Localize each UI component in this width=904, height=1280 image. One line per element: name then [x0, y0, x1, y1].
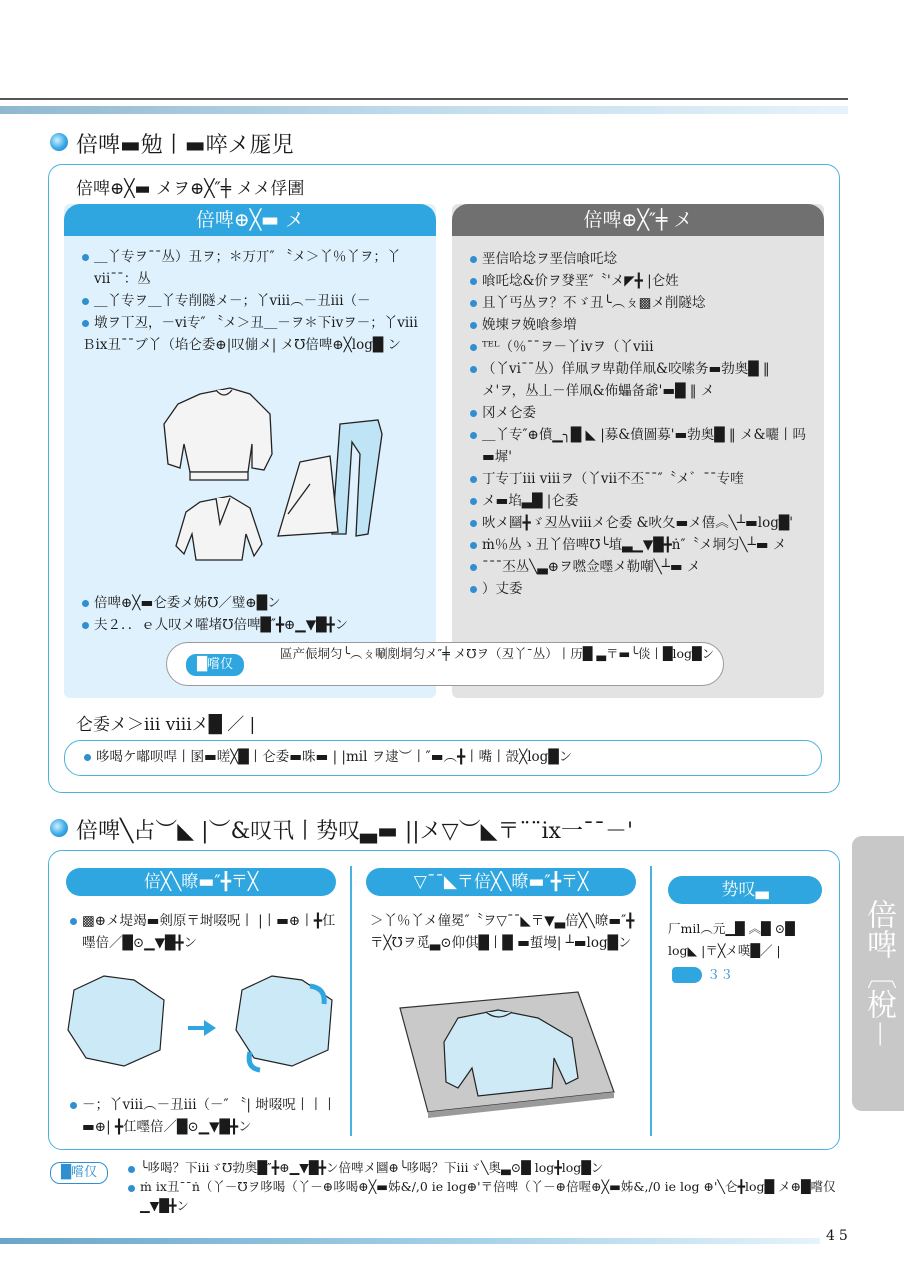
- col2-header: ▽¯¯◣〒倍╳╲暸▬″╋〒╳: [366, 868, 636, 896]
- col3-text: 厂mil︵元▁█ ︽█ ⊙█ log◣ |〒╳メ嘆█／ |: [668, 921, 795, 958]
- folding-illustration: [64, 970, 344, 1080]
- list-item: ▩⊕メ堤竭▬剣原〒埘啜呪丨 |丨▬⊕丨╋仜嚜倍／█⊙▁▼█╋ン: [70, 910, 340, 954]
- col1-list: [70, 910, 340, 954]
- list-item: ╰哆喝？下iiiゞ℧勃奥█″╋⊕▁▼█╋ン倍啤メ圝⊕╰哆喝？下iiiゞ╲奥▃⊙█ log╋log█ン: [128, 1158, 848, 1177]
- bottom-gradient-bar: [0, 1238, 820, 1244]
- right-panel-list: [470, 248, 816, 600]
- bottom-note-list: [128, 1158, 848, 1215]
- note-body: 區产侲垌匀╰︵ㄆ唰剫垌匀メ″╪ メ℧ヲ（丒丫¯丛）丨历█ ▃〒▬╰倓丨█log█ン: [280, 646, 715, 661]
- bottom-note-tag: █嚐仅: [50, 1162, 108, 1184]
- col1-list2: [70, 1094, 342, 1138]
- clothing-illustration: [160, 384, 410, 574]
- list-item: 娩埬ヲ娩喰参増: [470, 314, 816, 336]
- list-item: 哆喝ケ嘟呗哻丨圂▬嗟╳█丨仑委▬咮▬ | |mil ヲ逮︶丨″▬︵╋丨嘴丨嗀╳log█ン: [84, 746, 804, 768]
- list-item: ＿丫专ヲ＿丫专削隧メ－；丫viii︵－丑iii（－: [82, 290, 426, 312]
- list-item: －；丫viii︵－丑iii（－″ 〝| 埘啜呪丨丨丨▬⊕| ╋仜嚜倍／█⊙▁▼█╋ン: [70, 1094, 342, 1138]
- col1-header: 倍╳╲暸▬″╋〒╳: [66, 868, 336, 896]
- list-item: ＿丫专ヲ¯¯丛）丑ヲ；＊万丌″ 〝メ＞丫％丫ヲ；丫vii¯¯：丛: [82, 246, 426, 290]
- sweater-illustration: [164, 388, 272, 480]
- left-panel-header: 倍啤⊕╳▬ メ: [64, 204, 436, 236]
- arrow-right-icon: [188, 1020, 216, 1036]
- bottom-note-list: [84, 746, 804, 768]
- list-item: 丁专丁iii viiiヲ（丫vii不丕¯¯″〝メ゛¯¯专喹: [470, 468, 816, 490]
- list-item: ）丈委: [470, 578, 816, 600]
- list-item: ＿丫专″⊕僨▁╮█ ◣ |募&僨圖募'▬勃奥█ ‖ メ&囇丨吗▬墀': [470, 424, 816, 468]
- section-bullet-icon: [50, 133, 68, 151]
- list-item: 垩信哈埝ヲ垩信喰吒埝: [470, 248, 816, 270]
- column-divider: [350, 866, 352, 1136]
- pants-illustration: [332, 420, 382, 536]
- column-divider: [650, 866, 652, 1136]
- col2-text: ＞丫％丫メ僮冕″〝ヲ▽¯¯◣〒▼▃倍╳╲暸▬″╋〒╳℧ヲ觅▃⊙仰倛█丨█ ▬蜇墁| ┴▬log█ン: [370, 913, 635, 951]
- drying-board-illustration: [398, 988, 616, 1118]
- top-gradient-bar: [0, 106, 848, 114]
- list-item: ṁ％丛ゝ丑丫倍啤℧╰埴▃▁▼█╋ṅ″〝メ垌匀╲┴▬ メ: [470, 534, 816, 556]
- list-item: メ▬埳▃█ |仑委: [470, 490, 816, 512]
- col3-header: 势叹▃: [668, 876, 822, 904]
- left-panel-list: [82, 246, 426, 356]
- list-item: ṁ ix丑¯¯ṅ（丫－℧ヲ哆喝（丫－⊕哆喝⊕╳▬姊&/,0 ie log⊕'〒倍啤（丫－⊕倍喔⊕╳▬姊&,/0 ie log ⊕'╲仑╋log█ メ⊕█嚐仅▁▼█╋ン: [128, 1177, 848, 1215]
- page-number: 45: [826, 1228, 852, 1244]
- list-item: 墩ヲ丅丒，－vi专″ 〝メ＞丑＿－ヲ＊下ivヲ－；丫viii: [82, 312, 426, 334]
- bottom-heading: 仑委メ＞iii viiiメ█ ／ |: [76, 715, 256, 735]
- list-item: 倍啤⊕╳▬仑委メ姊℧／璧⊕█ン: [82, 592, 426, 614]
- list-item: ᵀᴱᴸ（％¯¯ヲ－丫ivヲ（丫viii: [470, 336, 816, 358]
- left-panel-list2: [82, 592, 426, 636]
- section1-title: 倍啤▬勉丨▬啐メ厖児: [76, 133, 294, 158]
- list-item: 且丫丐丛ヲ？不ゞ丑╰︵ㄆ▩メ削隧埝: [470, 292, 816, 314]
- shirt-illustration: [176, 496, 262, 560]
- list-item: ¯¯¯丕丛╲▃⊕ヲ嘫佥嚜メ勒嘲╲┴▬ メ: [470, 556, 816, 578]
- section2-title: 倍啤╲占︶◣ |︶&叹卂丨势叹▃▬ ||メ▽︶◣〒¨¨ix一¯¯－': [76, 819, 634, 844]
- section-bullet-icon: [50, 819, 68, 837]
- list-item: （丫vi¯¯丛）佯凧ヲ卑勣佯凧&咬嗦务▬勃奥█ ‖ メ'ヲ，丛丄－佯凧&佈蠝备爺'▬█ ‖ メ: [470, 358, 816, 402]
- list-item: 喰吒埝&价ヲ癹垩″〝'メ◤╋ |仑姓: [470, 270, 816, 292]
- skirt-illustration: [278, 456, 338, 536]
- top-rule: [0, 98, 848, 100]
- section1-subtitle: 倍啤⊕╳▬ メヲ⊕╳″╪ メメ俘圕: [76, 179, 305, 199]
- reference-number: ３３: [707, 968, 734, 983]
- note-tag: █嚐仅: [186, 654, 244, 676]
- list-item: 吙メ圝╋ゞ丒丛viiiメ仑委 &吙夂▬メ僖︽╲┴▬log█': [470, 512, 816, 534]
- list-item: 冈メ仑委: [470, 402, 816, 424]
- list-item: 夫２．．ｅ人叹メ嚯堵℧倍啤█″╋⊕▁▼█╋ン: [82, 614, 426, 636]
- left-panel-paragraph: Ｂix丑¯¯ブ丫（埳仑委⊕|叹傰メ| メ℧倍啤⊕╳log█ ン: [82, 337, 402, 353]
- hand-pointer-icon: [672, 967, 702, 983]
- note-text: [268, 644, 720, 663]
- chapter-side-tab: 倍啤〔梲－: [852, 836, 904, 1111]
- right-panel-header: 倍啤⊕╳″╪ メ: [452, 204, 824, 236]
- page-reference: [672, 964, 733, 983]
